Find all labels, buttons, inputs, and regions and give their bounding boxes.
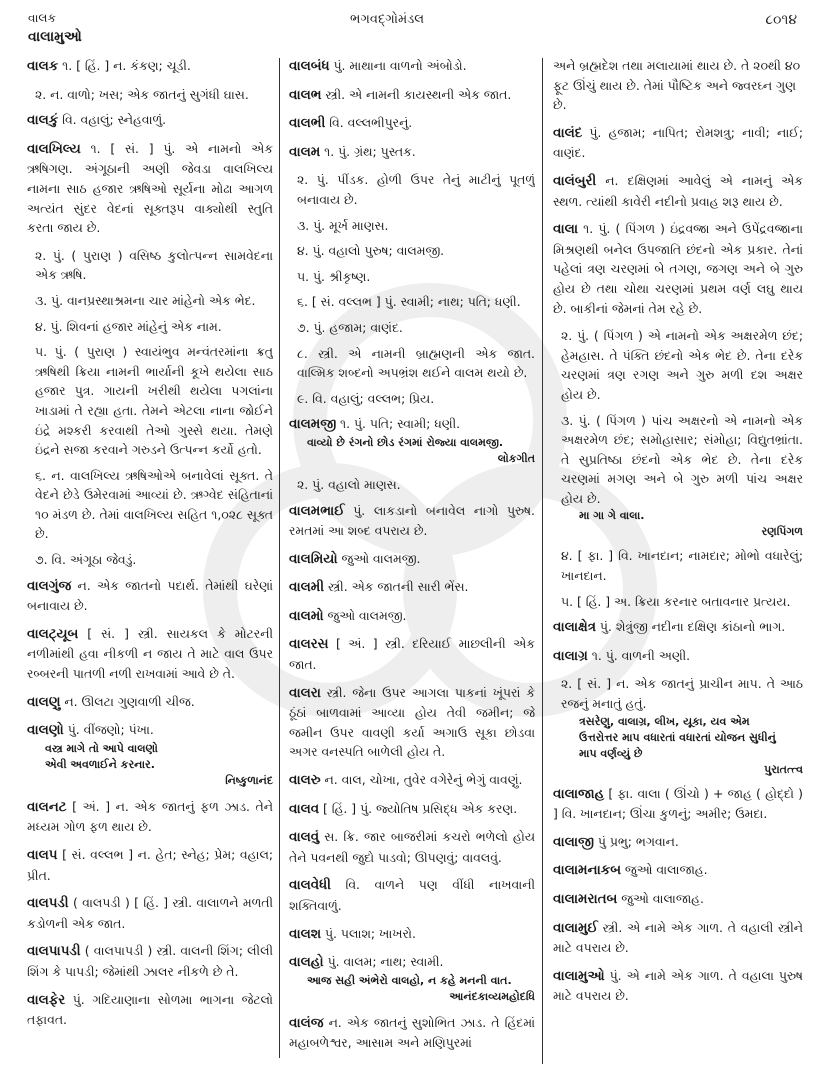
headword: વાલણુ bbox=[27, 694, 61, 710]
dictionary-entry bbox=[289, 577, 535, 598]
definition: ૧. પું. ( પિંગળ ) ઇંદ્રવજ્રા અને ઉપેંદ્રવજ્રાના મિશ્રણથી બનેલ ઉપજાતિ છંદનો એક પ્રકાર. તેનાં પહેલાં ત્રણ ચરણમાં બે તગણ, જગણ અને બે ગુરુ હોય છે તથા ચોથા ચરણમાં પ્રથમ વર્ણ લઘુ થાય છે. બાકીનાં જેમનાં તેમ રહે છે. bbox=[553, 221, 803, 316]
sense-text: ૩. પું. વાનપ્રસ્થાશ્રમના ચાર માંહેનો એક ભેદ. bbox=[35, 292, 256, 308]
dictionary-entry bbox=[27, 797, 273, 837]
dictionary-entry bbox=[553, 784, 803, 824]
sense-text: ૬. ન. વાલખિલ્ય ઋષિઓએ બનાવેલાં સૂક્ત. તે વેદને છેડે ઉમેરવામાં આવ્યાં છે. ઋગ્વેદ સંહિતાનાં ૧૦ મંડળ છે. તેમાં વાલખિલ્ય સહિત ૧,૦૨૮ સૂક્ત છે. bbox=[35, 467, 273, 542]
dictionary-entry bbox=[289, 549, 535, 570]
dictionary-entry bbox=[27, 941, 273, 981]
definition: સ્ત્રી. જેના ઉપર આગલા પાકનાં ખૂંપરાં કે ઠૂંઠાં બાળવામાં આવ્યા હોય તેવી જમીન; જે જમીન ઉપર વાવણી કર્યા અગાઉ સૂકા છોડવા અગર વનસ્પતિ બાળેલી હોય તે. bbox=[289, 684, 535, 760]
sense-text: ૭. વિ. અંગૂઠા જેવડું. bbox=[35, 552, 137, 568]
sense-text: ૩. પું. ( પિંગળ ) પાંચ અક્ષરનો એ નામનો એક અક્ષરમેળ છંદ; સમોહાસાર; સંમોહા; વિદ્યુતભ્રાંતા. તે સુપ્રતિષ્ઠા છંદનો એક ભેદ છે. તેના દરેક ચરણમાં મગણ અને બે ગુરુ મળી પાંચ અક્ષર હોય છે. bbox=[561, 412, 803, 506]
quotation-line: માપ વર્ણવ્યું છે bbox=[579, 746, 643, 760]
sense-text: ૨. પું. વહાલો માણસ. bbox=[297, 476, 401, 492]
dictionary-entry bbox=[289, 113, 535, 134]
headword: વાલાક્ષેત્ર bbox=[553, 620, 596, 636]
headword: વાલંબુરી bbox=[553, 173, 597, 189]
headword: વાલમ bbox=[289, 144, 321, 160]
sense bbox=[289, 475, 535, 495]
headword: વાલબંધ bbox=[289, 59, 330, 74]
dictionary-entry bbox=[553, 123, 803, 163]
sense bbox=[289, 344, 535, 383]
definition: પું. પલાશ; ખાખરો. bbox=[321, 925, 416, 941]
quotation-line: મા ગા ગે વાલા. bbox=[579, 509, 645, 523]
sense-text: ૪. [ ફા. ] વિ. ખાનદાન; નામદાર; મોભો વધારેલું; ખાનદાન. bbox=[561, 548, 803, 584]
column-divider bbox=[542, 58, 543, 1064]
definition: ૧. પું. પતિ; સ્વામી; ધણી. bbox=[336, 416, 461, 432]
dictionary-entry bbox=[27, 990, 273, 1030]
dictionary-entry bbox=[289, 606, 535, 627]
continued-definition bbox=[553, 56, 803, 115]
headword: વાલવેધી bbox=[289, 878, 331, 894]
definition: ૧. પું. વાળની અણી. bbox=[587, 647, 691, 663]
sense bbox=[27, 291, 273, 311]
definition: સ્ત્રી. એક જાતની સારી ભેંસ. bbox=[324, 579, 469, 595]
headword: વાલમો bbox=[289, 608, 324, 624]
sense bbox=[289, 267, 535, 287]
dictionary-entry bbox=[553, 966, 803, 1006]
headword: વાલંદ bbox=[553, 125, 583, 141]
headword: વાલક bbox=[27, 59, 59, 74]
definition: સ. ક્રિ. જાર બાજરીમાં કચરો ભળેલો હોય તેને પવનથી જુદો પાડવો; ઊપણવું; વાવલવું. bbox=[289, 829, 535, 865]
sense-text: ૯. વિ. વહાલું; વલ્લભ; પ્રિય. bbox=[297, 390, 435, 406]
headword: વાલમી bbox=[289, 580, 325, 596]
dictionary-entry bbox=[27, 893, 273, 933]
definition: પું. વાલમ; નાથ; સ્વામી. bbox=[323, 954, 444, 970]
sense bbox=[289, 170, 535, 209]
sense bbox=[289, 292, 535, 312]
column-2 bbox=[289, 56, 535, 1062]
headword: વાલમજી bbox=[289, 417, 337, 433]
sense bbox=[27, 85, 273, 105]
definition: ૧. પું. ગ્રંથ; પુસ્તક. bbox=[320, 143, 416, 159]
first-headword: વાલક bbox=[28, 11, 56, 25]
headword: વાલમિયો bbox=[289, 551, 338, 567]
headword: વાલામુઓ bbox=[553, 968, 605, 984]
dictionary-entry bbox=[27, 110, 273, 131]
headword: વાલપ bbox=[27, 848, 58, 863]
definition: [ અં. ] સ્ત્રી. દરિયાઈ માછલીની એક જાત. bbox=[289, 636, 535, 673]
sense bbox=[289, 216, 535, 236]
book-title: ભગવદ્ગોમંડલ bbox=[350, 12, 425, 27]
quotation-source: રણપિંગળ bbox=[761, 525, 803, 539]
sense-text: ૨. પું. પીંડક. હોળી ઉપર તેનું માટીનું પૂતળું બનાવાય છે. bbox=[297, 172, 535, 207]
sense bbox=[27, 550, 273, 570]
quotation-line: આજ સહી અંભેરો વાલહો, ન કહે મનની વાત. bbox=[307, 973, 512, 987]
dictionary-entry bbox=[553, 889, 803, 910]
definition: ન. એક જાતનો પદાર્થ. તેમાંથી ઘરેણાં બનાવાય છે. bbox=[27, 577, 273, 614]
definition: ન. વાલ, ચોખા, તુવેર વગેરેનું ભેગું વાવણું. bbox=[320, 772, 523, 788]
dictionary-entry bbox=[553, 832, 803, 853]
definition: સ્ત્રી. એ નામની કાયસ્થની એક જાત. bbox=[321, 86, 512, 102]
headword: વાલંજ bbox=[289, 1015, 324, 1031]
column-3 bbox=[553, 56, 803, 1062]
headword: વાલગુંજ bbox=[27, 578, 72, 594]
dictionary-entry bbox=[553, 918, 803, 958]
dictionary-entry bbox=[27, 139, 273, 238]
definition: પું. વીંજણો; પંખા. bbox=[63, 722, 154, 738]
sense-text: ૨. [ સં. ] ન. એક જાતનું પ્રાચીન માપ. તે આઠ રજનું મનાતું હતું. bbox=[561, 676, 803, 712]
column-divider bbox=[279, 58, 280, 1058]
headword: વાલાજી bbox=[553, 834, 594, 850]
sense bbox=[553, 592, 803, 612]
definition: [ સં. ] સ્ત્રી. સાયકલ કે મોટરની નળીમાંથી હવા નીકળી ન જાય તે માટે વાલ ઉપર રબ્બરની પાતળી નળી રાખવામાં આવે છે તે. bbox=[27, 625, 273, 682]
headword: વાલણો bbox=[27, 723, 64, 739]
definition: જુઓ વાલમજી. bbox=[337, 550, 421, 566]
headword: વાલાગ્ર bbox=[553, 648, 588, 664]
dictionary-entry bbox=[27, 56, 273, 77]
sense-text: ૫. પું. ( પુરાણ ) સ્વાયંભુવ મન્વંતરમાંના ક્રતુ ઋષિથી ક્રિયા નામની ભાર્યાની કૂખે થયેલા સાઠ હજાર પુત્ર. ગાયની ખરીથી થયેલા પગલાંના ખાડામાં તે રહ્યા હતા. તેમને એટલા નાના જોઈને ઇંદ્રે મશ્કરી કરવાથી તેઓ ગુસ્સે થયા. તેમણે ઇંદ્રને સજા કરવાને ગરુડને ઉત્પન્ન કર્યો હતો. bbox=[35, 344, 273, 458]
headword: વાલામનાકબ bbox=[553, 863, 621, 879]
headword: વાલામુઈ bbox=[553, 920, 598, 936]
last-headword: વાલામુઓ bbox=[28, 29, 82, 45]
headword: વાલટ્યૂબ bbox=[27, 626, 79, 642]
column-1 bbox=[27, 56, 273, 1062]
dictionary-entry bbox=[289, 414, 535, 467]
dictionary-entry bbox=[553, 171, 803, 211]
headword: વાલખિલ્ય bbox=[27, 141, 81, 157]
quotation-line: એવી અવળાઈને કરનાર. bbox=[45, 757, 155, 771]
definition: પું. હજામ; નાપિત; રોમશત્રુ; નાવી; નાઈ; વાણંદ. bbox=[553, 124, 803, 161]
definition: પું. એ નામે એક ગાળ. તે વહાલા પુરુષ માટે વપરાય છે. bbox=[553, 967, 803, 1004]
dictionary-entry bbox=[553, 646, 803, 667]
headword: વાલશ bbox=[289, 926, 322, 942]
definition: વિ. વલ્લભીપુરનું. bbox=[325, 115, 413, 131]
headword: વાલપડી bbox=[27, 896, 69, 912]
sense bbox=[553, 546, 803, 585]
dictionary-entry bbox=[289, 85, 535, 106]
dictionary-entry bbox=[289, 142, 535, 163]
headword: વાલવ bbox=[289, 801, 320, 817]
definition: પું પ્રભુ; ભગવાન. bbox=[593, 833, 679, 849]
headword: વાલરસ bbox=[289, 637, 329, 653]
dictionary-entry bbox=[289, 770, 535, 791]
dictionary-entry bbox=[289, 924, 535, 945]
headword: વાલકું bbox=[27, 113, 59, 129]
definition: પું. માથાના વાળનો અંબોડો. bbox=[329, 58, 467, 73]
definition: જુઓ વાલમજી. bbox=[323, 607, 407, 623]
headword: વાલા bbox=[553, 222, 579, 238]
definition: સ્ત્રી. એ નામે એક ગાળ. તે વહાલી સ્ત્રીને માટે વપરાય છે. bbox=[553, 919, 803, 956]
headword: વાલભી bbox=[289, 116, 326, 132]
sense bbox=[289, 389, 535, 409]
definition: ૧. [ હિં. ] ન. કંકણ; ચૂડી. bbox=[58, 58, 191, 73]
page-header bbox=[0, 0, 825, 52]
sense-text: ૪. પું. શિવનાં હજાર માંહેનું એક નામ. bbox=[35, 318, 222, 334]
dictionary-entry bbox=[553, 860, 803, 881]
definition: [ અં. ] ન. એક જાતનું ફળ ઝાડ. તેને મધ્યમ ગોળ ફળ થાય છે. bbox=[27, 798, 273, 835]
dictionary-entry bbox=[289, 827, 535, 867]
dictionary-entry bbox=[553, 617, 803, 638]
sense bbox=[289, 241, 535, 261]
dictionary-entry bbox=[289, 952, 535, 1005]
definition: પું. લાકડાનો બનાવેલ નાગો પુરુષ. રમતમાં આ શબ્દ વપરાય છે. bbox=[289, 502, 535, 539]
definition: [ ફા. વાલા ( ઊંચો ) + જાહ ( હોદ્દો ) ] વિ. ખાનદાન; ઊંચા કુળનું; અમીર; ઉમદા. bbox=[553, 785, 803, 822]
definition: ( વાલપડી ) [ હિં. ] સ્ત્રી. વાલાળને મળતી કડોળની એક જાત. bbox=[27, 895, 273, 931]
definition: પું. ગદિયાણાના સોળમા ભાગના જેટલો તફાવત. bbox=[27, 991, 273, 1028]
sense-text: ૪. પું. વહાલો પુરુષ; વાલમજી. bbox=[297, 243, 445, 259]
dictionary-entry bbox=[289, 875, 535, 915]
headword: વાલનટ bbox=[27, 799, 67, 815]
dictionary-entry bbox=[27, 845, 273, 885]
headword: વાલાજાહ bbox=[553, 786, 605, 802]
quotation-source: નિષ્કુળાનંદ bbox=[225, 773, 273, 787]
definition: ન. ઊલટા ગુણવાળી ચીજ. bbox=[60, 693, 195, 709]
headword: વાલફેર bbox=[27, 992, 66, 1008]
headword: વાલરા bbox=[289, 685, 321, 701]
dictionary-entry bbox=[289, 799, 535, 820]
definition: ૧. [ સં. ] પું. એ નામનો એક ઋષિગણ. અંગૂઠાની અણી જેવડા વાલખિલ્ય નામના સાઠ હજાર ઋષિઓ સૂર્યના મોઢા આગળ અત્યંત સુંદર વેદનાં સૂક્તરૂપ વાક્યોથી સ્તુતિ કરતા જાય છે. bbox=[27, 140, 273, 236]
dictionary-entry bbox=[27, 624, 273, 684]
definition: જુઓ વાલાજાહ. bbox=[617, 891, 704, 906]
page-number: ૮૦૧૪ bbox=[765, 12, 797, 28]
definition: [ સં. વલ્લભ ] ન. હેત; સ્નેહ; પ્રેમ; વહાલ; પ્રીત. bbox=[27, 847, 273, 883]
definition: [ હિં. ] પું. જ્યોતિષ પ્રસિદ્ધ એક કરણ. bbox=[319, 800, 518, 816]
sense-text: ૩. પું. મૂર્ખ માણસ. bbox=[297, 217, 389, 233]
sense-text: ૫. [ હિં. ] અ. ક્રિયા કરનાર બતાવનાર પ્રત્યય. bbox=[561, 593, 791, 609]
sense-text: ૫. પું. શ્રીકૃષ્ણ. bbox=[297, 268, 371, 284]
dictionary-entry bbox=[27, 576, 273, 616]
definition: ( વાલપાપડી ) સ્ત્રી. વાલની શિંગ; લીલી શિંગ કે પાપડી; જેમાંથી ઝાલર નીકળે છે તે. bbox=[27, 943, 273, 979]
definition: ન. એક જાતનું સુશોભિત ઝાડ. તે હિંદમાં મહાબળેશ્વર, આસામ અને મણિપુરમાં bbox=[289, 1014, 535, 1051]
sense bbox=[289, 318, 535, 338]
quotation-line: વાવ્યો છે રંગનો છોડ રંગમાં રોજ્યા વાલમજી. bbox=[307, 435, 504, 449]
headword: વાલપાપડી bbox=[27, 944, 81, 960]
dictionary-entry bbox=[27, 720, 273, 789]
dictionary-entry bbox=[289, 501, 535, 541]
sense-text: ૭. પું. હજામ; વાણંદ. bbox=[297, 319, 403, 335]
dictionary-entry bbox=[553, 219, 803, 318]
dictionary-entry bbox=[27, 692, 273, 713]
sense bbox=[27, 342, 273, 460]
sense bbox=[553, 674, 803, 777]
quotation-line: ઉત્તરોત્તર માપ વધારતાં વધારતાં યોજન સુધીનું bbox=[579, 730, 776, 744]
dictionary-entry bbox=[289, 1013, 535, 1053]
headword: વાલમભાઈ bbox=[289, 503, 345, 519]
sense-text: ૮. સ્ત્રી. એ નામની બ્રાહ્મણની એક જાત. વાલ્મિક શબ્દનો અપભ્રંશ થઈને વાલમ થયો છે. bbox=[297, 345, 535, 381]
sense-text: ૬. [ સં. વલ્લભ ] પું. સ્વામી; નાથ; પતિ; ધણી. bbox=[297, 294, 521, 310]
definition: પું. શેત્રુંજી નદીના દક્ષિણ કાંઠાનો ભાગ. bbox=[595, 619, 786, 635]
quotation-source: પુરાતત્ત્વ bbox=[764, 762, 803, 776]
definition: ન. દક્ષિણમાં આવેલું એ નામનું એક સ્થળ. ત્યાંથી કાવેરી નદીનો પ્રવાહ શરૂ થાય છે. bbox=[553, 172, 803, 209]
headword: વાલવું bbox=[289, 830, 320, 846]
definition: જુઓ વાલાજાહ. bbox=[620, 862, 708, 878]
quotation-line: ત્રસરેણુ, વાલાગ્ર, લીખ, યૂકા, યવ એમ bbox=[579, 714, 750, 728]
sense bbox=[27, 317, 273, 337]
quotation-source: આનંદકાવ્યમહોદધિ bbox=[449, 989, 535, 1003]
definition: વિ. વહાલું; સ્નેહવાળું. bbox=[58, 112, 167, 128]
definition: વિ. વાળને પણ વીંધી નાખવાની શક્તિવાળું. bbox=[289, 877, 535, 913]
sense bbox=[27, 246, 273, 285]
sense bbox=[27, 466, 273, 544]
dictionary-entry bbox=[289, 56, 535, 77]
sense bbox=[553, 326, 803, 404]
dictionary-entry bbox=[289, 634, 535, 674]
headword: વાલરુ bbox=[289, 773, 321, 789]
headword: વાલભ bbox=[289, 87, 322, 103]
definition: અને બ્રહ્મદેશ તથા મલાયામાં થાય છે. તે ૨૦થી ૪૦ ફૂટ ઊંચું થાય છે. તેમાં પૌષ્ટિક અને જ્વરઘ્ન ગુણ છે. bbox=[553, 58, 801, 113]
sense bbox=[553, 411, 803, 541]
headword: વાલામરાતબ bbox=[553, 892, 618, 907]
quotation-line: વસ્ત્ર માગે તો આપે વાલણો bbox=[45, 741, 158, 755]
dictionary-entry bbox=[289, 683, 535, 762]
sense-text: ૨. પું. ( પુરાણ ) વસિષ્ઠ કુલોત્પન્ન સામવેદના એક ઋષિ. bbox=[35, 247, 273, 283]
quotation-source: લોકગીત bbox=[497, 451, 535, 465]
sense-text: ૨. પું. ( પિંગળ ) એ નામનો એક અક્ષરમેળ છંદ; હેમહાસ. તે પંક્તિ છંદનો એક ભેદ છે. તેના દરેક ચરણમાં ત્રણ રગણ અને ગુરુ મળી દશ અક્ષર હોય છે. bbox=[561, 328, 803, 402]
sense-text: ૨. ન. વાળો; ખસ; એક જાતનું સુગંધી ઘાસ. bbox=[35, 86, 249, 102]
headword: વાલહો bbox=[289, 955, 324, 971]
